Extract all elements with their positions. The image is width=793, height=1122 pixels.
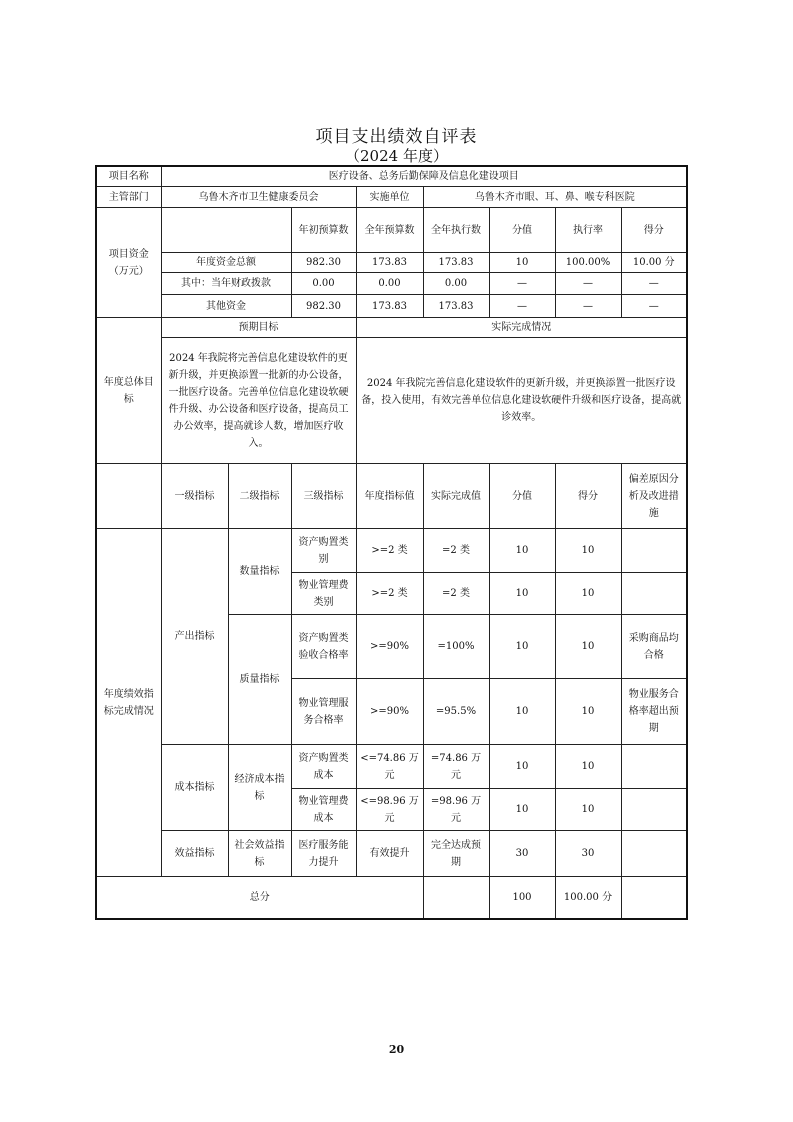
indicator-header-analysis: 偏差原因分析及改进措施 — [621, 464, 687, 529]
indicator-l1: 产出指标 — [161, 529, 228, 745]
indicator-analysis: 采购商品均合格 — [621, 615, 687, 679]
indicator-score-value: 10 — [489, 573, 555, 615]
evaluation-table — [95, 165, 688, 920]
project-name-value: 医疗设备、总务后勤保障及信息化建设项目 — [161, 166, 687, 187]
dept-label: 主管部门 — [96, 187, 161, 208]
indicator-header-score: 得分 — [555, 464, 621, 529]
funds-header-blank — [161, 208, 291, 253]
indicator-target: >=90% — [356, 679, 423, 745]
funds-row-full: 173.83 — [356, 295, 423, 318]
funds-row-score: — — [621, 295, 687, 318]
funds-row-initial: 982.30 — [291, 295, 356, 318]
indicator-l2: 数量指标 — [228, 529, 291, 615]
indicator-target: <=74.86 万元 — [356, 745, 423, 789]
funds-row-score-value: 10 — [489, 253, 555, 273]
total-analysis-blank — [621, 877, 687, 919]
indicator-score-value: 30 — [489, 831, 555, 877]
funds-row-score: — — [621, 273, 687, 295]
funds-header-initial: 年初预算数 — [291, 208, 356, 253]
indicator-analysis — [621, 529, 687, 573]
indicator-score-value: 10 — [489, 789, 555, 831]
total-blank — [423, 877, 489, 919]
total-score: 100.00 分 — [555, 877, 621, 919]
page-number: 20 — [388, 1043, 405, 1056]
indicator-target: >=2 类 — [356, 573, 423, 615]
indicator-l3: 物业管理服务合格率 — [291, 679, 356, 745]
indicator-analysis — [621, 789, 687, 831]
funds-header-rate: 执行率 — [555, 208, 621, 253]
funds-row-name: 其中：当年财政拨款 — [161, 273, 291, 295]
goals-expected-text: 2024 年我院将完善信息化建设软件的更新升级，并更换添置一批新的办公设备，一批医疗设备。完善单位信息化建设软硬件升级、办公设备和医疗设备，提高员工办公效率，提高就诊人数，增加医疗收入。 — [161, 338, 356, 464]
funds-row-name: 年度资金总额 — [161, 253, 291, 273]
indicator-analysis: 物业服务合格率超出预期 — [621, 679, 687, 745]
indicator-score: 10 — [555, 679, 621, 745]
indicator-l2: 社会效益指标 — [228, 831, 291, 877]
funds-row-executed: 0.00 — [423, 273, 489, 295]
funds-row-score-value: — — [489, 295, 555, 318]
funds-header-full: 全年预算数 — [356, 208, 423, 253]
indicator-l3: 资产购置类成本 — [291, 745, 356, 789]
indicator-l3: 物业管理费类别 — [291, 573, 356, 615]
indicator-header-blank — [96, 464, 161, 529]
indicator-actual: =100% — [423, 615, 489, 679]
impl-value: 乌鲁木齐市眼、耳、鼻、喉专科医院 — [423, 187, 687, 208]
indicator-score-value: 10 — [489, 745, 555, 789]
perf-label: 年度绩效指标完成情况 — [96, 529, 161, 877]
funds-row-full: 0.00 — [356, 273, 423, 295]
funds-header-executed: 全年执行数 — [423, 208, 489, 253]
funds-row — [96, 295, 687, 318]
total-label: 总分 — [96, 877, 423, 919]
page-title: 项目支出绩效自评表 — [315, 127, 478, 147]
funds-header-score-value: 分值 — [489, 208, 555, 253]
indicator-analysis — [621, 831, 687, 877]
indicator-actual: =2 类 — [423, 573, 489, 615]
funds-row-name: 其他资金 — [161, 295, 291, 318]
indicator-l3: 医疗服务能力提升 — [291, 831, 356, 877]
indicator-header-l2: 二级指标 — [228, 464, 291, 529]
goals-expected-header: 预期目标 — [161, 318, 356, 338]
indicator-score: 10 — [555, 573, 621, 615]
indicator-target: >=90% — [356, 615, 423, 679]
indicator-l1: 效益指标 — [161, 831, 228, 877]
indicator-target: 有效提升 — [356, 831, 423, 877]
indicator-score: 10 — [555, 615, 621, 679]
funds-row-score-value: — — [489, 273, 555, 295]
indicator-score-value: 10 — [489, 615, 555, 679]
indicator-row — [96, 745, 687, 789]
total-score-value: 100 — [489, 877, 555, 919]
indicator-header-l1: 一级指标 — [161, 464, 228, 529]
funds-row-rate: — — [555, 273, 621, 295]
indicator-l3: 资产购置类验收合格率 — [291, 615, 356, 679]
goals-label: 年度总体目标 — [96, 318, 161, 464]
indicator-score: 10 — [555, 529, 621, 573]
indicator-score-value: 10 — [489, 679, 555, 745]
indicator-analysis — [621, 745, 687, 789]
project-name-label: 项目名称 — [96, 166, 161, 187]
indicator-header-actual: 实际完成值 — [423, 464, 489, 529]
indicator-l2: 质量指标 — [228, 615, 291, 745]
indicator-score: 10 — [555, 745, 621, 789]
indicator-actual: =95.5% — [423, 679, 489, 745]
goals-actual-text: 2024 年我院完善信息化建设软件的更新升级，并更换添置一批医疗设备，投入使用，有效完善单位信息化建设软硬件升级和医疗设备，提高就诊效率。 — [356, 338, 687, 464]
funds-row-initial: 982.30 — [291, 253, 356, 273]
funds-header-score: 得分 — [621, 208, 687, 253]
goals-actual-header: 实际完成情况 — [356, 318, 687, 338]
indicator-actual: 完全达成预期 — [423, 831, 489, 877]
funds-row-initial: 0.00 — [291, 273, 356, 295]
indicator-actual: =98.96 万元 — [423, 789, 489, 831]
indicator-analysis — [621, 573, 687, 615]
indicator-score: 30 — [555, 831, 621, 877]
indicator-row — [96, 529, 687, 573]
funds-row — [96, 273, 687, 295]
indicator-actual: =74.86 万元 — [423, 745, 489, 789]
indicator-score: 10 — [555, 789, 621, 831]
funds-label: 项目资金（万元） — [96, 208, 161, 318]
indicator-l3: 物业管理费成本 — [291, 789, 356, 831]
indicator-score-value: 10 — [489, 529, 555, 573]
indicator-header-score-value: 分值 — [489, 464, 555, 529]
indicator-l2: 经济成本指标 — [228, 745, 291, 831]
funds-row-executed: 173.83 — [423, 295, 489, 318]
indicator-target: <=98.96 万元 — [356, 789, 423, 831]
funds-row-rate: — — [555, 295, 621, 318]
funds-row-rate: 100.00% — [555, 253, 621, 273]
indicator-header-l3: 三级指标 — [291, 464, 356, 529]
funds-row-executed: 173.83 — [423, 253, 489, 273]
indicator-l1: 成本指标 — [161, 745, 228, 831]
funds-row-score: 10.00 分 — [621, 253, 687, 273]
indicator-target: >=2 类 — [356, 529, 423, 573]
funds-row — [96, 253, 687, 273]
indicator-header-target: 年度指标值 — [356, 464, 423, 529]
impl-label: 实施单位 — [356, 187, 423, 208]
funds-row-full: 173.83 — [356, 253, 423, 273]
indicator-row — [96, 831, 687, 877]
dept-value: 乌鲁木齐市卫生健康委员会 — [161, 187, 356, 208]
page-subtitle: （2024 年度） — [345, 147, 448, 165]
indicator-l3: 资产购置类别 — [291, 529, 356, 573]
indicator-actual: =2 类 — [423, 529, 489, 573]
